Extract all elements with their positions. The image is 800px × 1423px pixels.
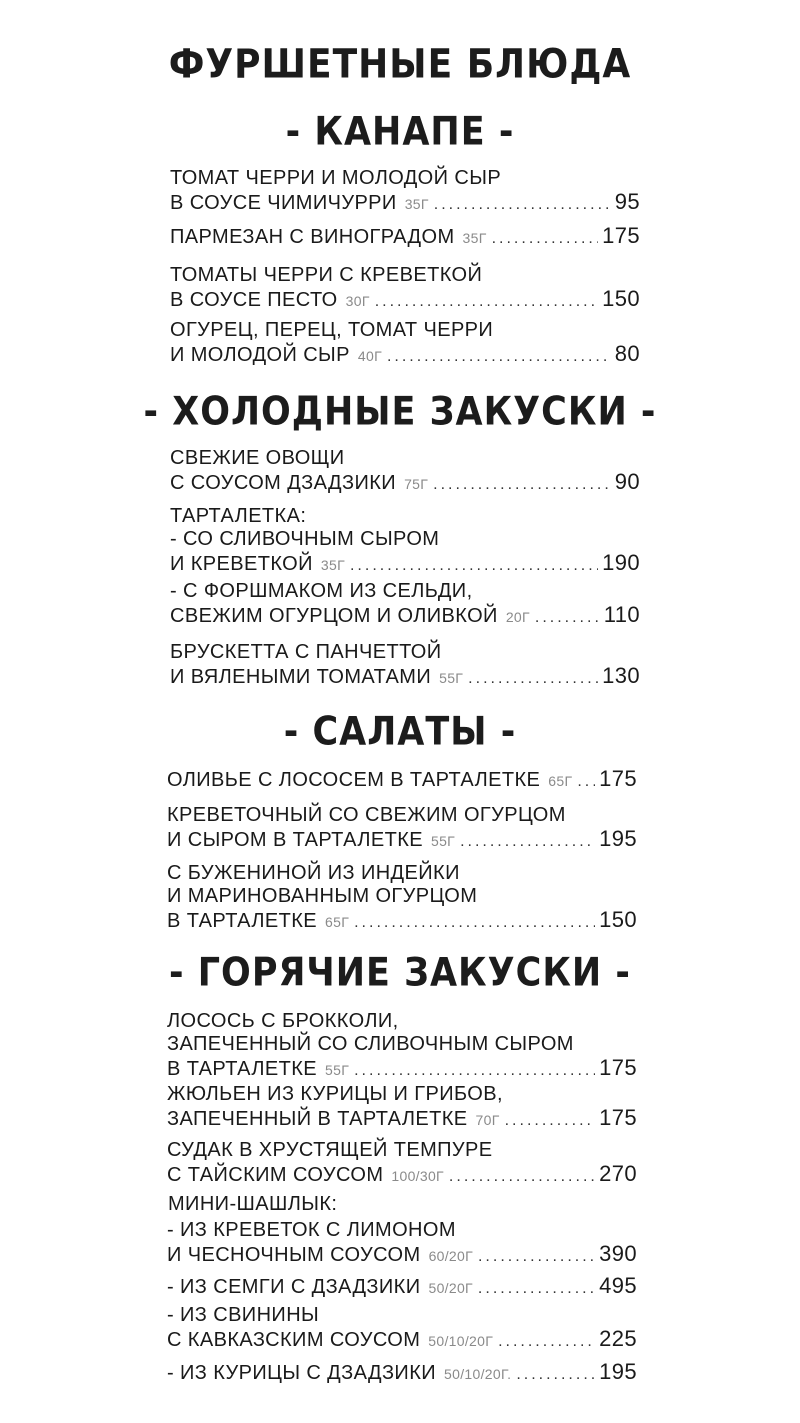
menu-item	[167, 1139, 637, 1188]
menu-item-price: 150	[599, 907, 637, 932]
menu-item-price-line	[167, 1056, 637, 1082]
dot-leader	[516, 1363, 595, 1386]
menu-item-name-line: - С ФОРШМАКОМ ИЗ СЕЛЬДИ,	[170, 580, 473, 602]
menu-item-price: 270	[599, 1161, 637, 1186]
menu-item-weight: 35Г	[404, 196, 429, 212]
mini-shashlik-heading: МИНИ-ШАШЛЫК:	[168, 1193, 338, 1215]
menu-item	[167, 1304, 637, 1353]
menu-item-price-line	[170, 342, 640, 368]
menu-item-price: 175	[602, 223, 640, 248]
menu-item-weight: 20Г	[505, 609, 530, 625]
menu-item-name-line: СВЕЖИЕ ОВОЩИ	[170, 447, 345, 469]
menu-item-name-line: ОГУРЕЦ, ПЕРЕЦ, ТОМАТ ЧЕРРИ	[170, 319, 494, 341]
menu-item-price: 195	[599, 1359, 637, 1384]
menu-item-weight: 40Г	[357, 348, 382, 364]
menu-item-price: 80	[614, 341, 640, 366]
menu-item-price-line	[170, 603, 640, 629]
section-title-hot-appetizers: - ГОРЯЧИЕ ЗАКУСКИ -	[169, 950, 631, 996]
menu-item-name-line: СУДАК В ХРУСТЯЩЕЙ ТЕМПУРЕ	[167, 1139, 493, 1161]
menu-item-name-line: ЗАПЕЧЕННЫЙ СО СЛИВОЧНЫМ СЫРОМ	[167, 1033, 574, 1055]
menu-item-name-line: ТОМАТЫ ЧЕРРИ С КРЕВЕТКОЙ	[170, 264, 483, 286]
menu-item-weight: 50/10/20Г.	[444, 1366, 512, 1382]
menu-item-name-line: В ТАРТАЛЕТКЕ	[167, 910, 318, 932]
menu-item-weight: 55Г	[431, 833, 456, 849]
menu-item-name-line: - СО СЛИВОЧНЫМ СЫРОМ	[170, 528, 440, 550]
dot-leader	[505, 1109, 595, 1132]
menu-item-price: 130	[602, 663, 640, 688]
menu-item	[170, 167, 640, 216]
dot-leader	[492, 227, 599, 250]
menu-item	[170, 264, 640, 313]
menu-item-price: 90	[614, 469, 640, 494]
menu-item-name-line: ЖЮЛЬЕН ИЗ КУРИЦЫ И ГРИБОВ,	[167, 1083, 503, 1105]
dot-leader	[354, 1059, 595, 1082]
menu-item	[170, 505, 640, 577]
dot-leader	[498, 1330, 595, 1353]
menu-item-weight: 75Г	[404, 476, 429, 492]
menu-item-name-line: С СОУСОМ ДЗАДЗИКИ	[170, 472, 397, 494]
menu-item-price-line	[167, 1162, 637, 1188]
menu-item-price-line	[167, 1106, 637, 1132]
menu-item-weight: 55Г	[439, 670, 464, 686]
dot-leader	[449, 1165, 595, 1188]
menu-item-price: 195	[599, 826, 637, 851]
menu-item-price-line	[167, 827, 637, 853]
menu-item	[167, 1219, 637, 1268]
menu-item-weight: 70Г	[475, 1112, 500, 1128]
menu-item	[167, 767, 637, 793]
menu-item-name-line: И СЫРОМ В ТАРТАЛЕТКЕ	[167, 829, 423, 851]
menu-item	[167, 1360, 637, 1386]
menu-item-price-line	[167, 908, 637, 934]
dot-leader	[478, 1245, 595, 1268]
menu-item-price: 175	[599, 766, 637, 791]
menu-item-name-line: СВЕЖИМ ОГУРЦОМ И ОЛИВКОЙ	[170, 605, 498, 627]
menu-item-price-line	[170, 287, 640, 313]
menu-item	[170, 447, 640, 496]
menu-item-name-line: В СОУСЕ ПЕСТО	[170, 289, 338, 311]
menu-item	[167, 1274, 637, 1300]
menu-item-name-line: ПАРМЕЗАН С ВИНОГРАДОМ	[170, 226, 455, 248]
menu-item-name-line: С ТАЙСКИМ СОУСОМ	[167, 1164, 384, 1186]
menu-item-price-line	[167, 767, 637, 793]
menu-item-name-line: - ИЗ СЕМГИ С ДЗАДЗИКИ	[167, 1276, 421, 1298]
menu-item-price-line	[167, 1327, 637, 1353]
menu-item-price-line	[167, 1274, 637, 1300]
menu-item	[170, 224, 640, 250]
menu-item-weight: 30Г	[345, 293, 370, 309]
dot-leader	[350, 554, 598, 577]
section-title-cold-appetizers: - ХОЛОДНЫЕ ЗАКУСКИ -	[143, 389, 657, 435]
section-title-salads: - САЛАТЫ -	[283, 709, 517, 755]
menu-item-price: 150	[602, 286, 640, 311]
menu-item-weight: 65Г	[548, 773, 573, 789]
menu-item-name-line: В СОУСЕ ЧИМИЧУРРИ	[170, 192, 397, 214]
menu-item	[170, 580, 640, 629]
menu-item-name-line: ЛОСОСЬ С БРОККОЛИ,	[167, 1010, 399, 1032]
menu-item-price: 175	[599, 1055, 637, 1080]
menu-item-price: 110	[603, 602, 640, 627]
menu-item-name-line: КРЕВЕТОЧНЫЙ СО СВЕЖИМ ОГУРЦОМ	[167, 804, 566, 826]
menu-item-name-line: - ИЗ СВИНИНЫ	[167, 1304, 320, 1326]
menu-item-price: 190	[602, 550, 640, 575]
menu-item-weight: 50/10/20Г	[428, 1333, 494, 1349]
menu-item-name-line: И КРЕВЕТКОЙ	[170, 553, 313, 575]
menu-item-price-line	[167, 1360, 637, 1386]
section-title-kanape: - КАНАПЕ -	[285, 109, 515, 155]
menu-item-price: 390	[599, 1241, 637, 1266]
menu-item-name-line: - ИЗ КРЕВЕТОК С ЛИМОНОМ	[167, 1219, 456, 1241]
dot-leader	[387, 345, 611, 368]
menu-item-price-line	[170, 190, 640, 216]
menu-item-price-line	[170, 470, 640, 496]
menu-item-price-line	[170, 551, 640, 577]
menu-item-name-line: С КАВКАЗСКИМ СОУСОМ	[167, 1329, 421, 1351]
menu-item-price-line	[170, 664, 640, 690]
dot-leader	[577, 770, 595, 793]
menu-item-name-line: С БУЖЕНИНОЙ ИЗ ИНДЕЙКИ	[167, 862, 460, 884]
menu-item	[170, 641, 640, 690]
dot-leader	[460, 830, 595, 853]
menu-item-name-line: ТАРТАЛЕТКА:	[170, 505, 307, 527]
menu-item-name-line: И МАРИНОВАННЫМ ОГУРЦОМ	[167, 885, 478, 907]
menu-title: ФУРШЕТНЫЕ БЛЮДА	[168, 41, 632, 88]
dot-leader	[433, 473, 611, 496]
dot-leader	[434, 193, 611, 216]
menu-item-name-line: И МОЛОДОЙ СЫР	[170, 344, 350, 366]
menu-item-name-line: - ИЗ КУРИЦЫ С ДЗАДЗИКИ	[167, 1362, 437, 1384]
menu-item-price-line	[170, 224, 640, 250]
dot-leader	[468, 667, 598, 690]
menu-item	[170, 319, 640, 368]
menu-item-name-line: ТОМАТ ЧЕРРИ И МОЛОДОЙ СЫР	[170, 167, 502, 189]
dot-leader	[478, 1277, 595, 1300]
menu-item	[167, 862, 637, 934]
menu-item-name-line: БРУСКЕТТА С ПАНЧЕТТОЙ	[170, 641, 442, 663]
menu-item-weight: 55Г	[325, 1062, 350, 1078]
menu-item-name-line: И ЧЕСНОЧНЫМ СОУСОМ	[167, 1244, 421, 1266]
menu-item-price: 225	[599, 1326, 637, 1351]
menu-item-weight: 100/30Г	[391, 1168, 444, 1184]
menu-item-name-line: В ТАРТАЛЕТКЕ	[167, 1058, 318, 1080]
dot-leader	[535, 606, 600, 629]
menu-item-name-line: ОЛИВЬЕ С ЛОСОСЕМ В ТАРТАЛЕТКЕ	[167, 769, 541, 791]
menu-item-weight: 65Г	[325, 914, 350, 930]
menu-item	[167, 804, 637, 853]
dot-leader	[375, 290, 598, 313]
menu-item-weight: 35Г	[320, 557, 345, 573]
menu-item	[167, 1010, 637, 1082]
menu-item-weight: 50/20Г	[428, 1280, 473, 1296]
menu-item-price-line	[167, 1242, 637, 1268]
menu-item-price: 495	[599, 1273, 637, 1298]
menu-item	[167, 1083, 637, 1132]
menu-item-price: 175	[599, 1105, 637, 1130]
menu-item-name-line: И ВЯЛЕНЫМИ ТОМАТАМИ	[170, 666, 432, 688]
menu-item-weight: 60/20Г	[428, 1248, 473, 1264]
dot-leader	[354, 911, 595, 934]
menu-item-weight: 35Г	[462, 230, 487, 246]
menu-item-price: 95	[614, 189, 640, 214]
menu-item-name-line: ЗАПЕЧЕННЫЙ В ТАРТАЛЕТКЕ	[167, 1108, 468, 1130]
